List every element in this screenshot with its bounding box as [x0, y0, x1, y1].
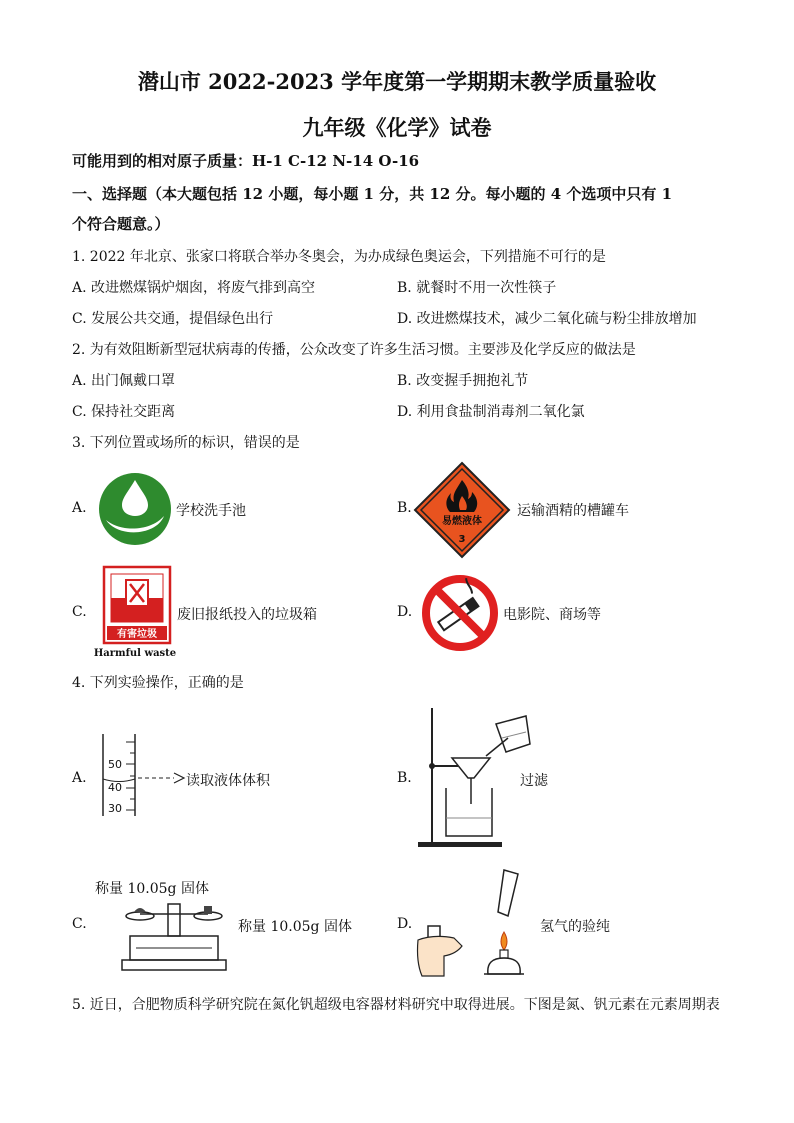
flammable-sign-label: 易燃液体: [442, 516, 482, 527]
question-4-option-a-text: 读取液体体积: [186, 773, 270, 789]
flammable-sign-class: 3: [458, 534, 466, 545]
question-3-option-b-text: 运输酒精的槽罐车: [517, 503, 629, 519]
harmful-sign-label: 有害垃圾: [117, 629, 157, 640]
question-2-option-c: C. 保持社交距离: [72, 404, 176, 420]
cylinder-tick-label: 50: [108, 758, 122, 771]
question-3-option-d-letter: D.: [397, 604, 413, 620]
question-3-stem: 3. 下列位置或场所的标识，错误的是: [72, 435, 300, 451]
question-4-option-d-text: 氢气的验纯: [540, 919, 610, 935]
question-3-option-d-text: 电影院、商场等: [503, 607, 601, 623]
question-1-option-d: D. 改进燃煤技术，减少二氧化硫与粉尘排放增加: [397, 311, 697, 327]
cylinder-tick-label: 40: [108, 781, 122, 794]
harmful-waste-sign-icon: [93, 566, 177, 659]
section-heading-line1: 一、选择题（本大题包括 12 小题，每小题 1 分，共 12 分。每小题的 4 个选项中只有 1: [72, 185, 673, 203]
question-4-option-a-letter: A.: [72, 770, 87, 786]
question-4-option-c-letter: C.: [72, 916, 87, 932]
question-4-option-b-text: 过滤: [520, 773, 548, 789]
no-smoking-sign-icon: [421, 574, 499, 652]
atomic-masses: 可能用到的相对原子质量：H-1 C-12 N-14 O-16: [72, 152, 420, 170]
question-4-option-c-top-label: 称量 10.05g 固体: [95, 881, 209, 897]
question-3-option-c-letter: C.: [72, 604, 87, 620]
question-4-option-c-text: 称量 10.05g 固体: [238, 919, 352, 935]
question-5-stem: 5. 近日，合肥物质科学研究院在氮化钒超级电容器材料研究中取得进展。下图是氮、钒元素在元素周期表: [72, 997, 720, 1013]
question-1-stem: 1. 2022 年北京、张家口将联合举办冬奥会，为办成绿色奥运会，下列措施不可行的是: [72, 249, 606, 265]
question-1-option-c: C. 发展公共交通，提倡绿色出行: [72, 311, 274, 327]
question-2-option-d: D. 利用食盐制消毒剂二氧化氯: [397, 404, 585, 420]
question-2-option-a: A. 出门佩戴口罩: [72, 373, 176, 389]
question-3-option-c-text: 废旧报纸投入的垃圾箱: [177, 607, 317, 623]
section-heading-line2: 个符合题意。）: [72, 215, 170, 233]
exam-title: 潜山市 2022-2023 学年度第一学期期末教学质量验收: [137, 69, 657, 94]
question-4-option-d-letter: D.: [397, 916, 413, 932]
eye-icon: [174, 773, 184, 783]
flammable-liquid-sign-icon: [414, 462, 510, 558]
question-2-stem: 2. 为有效阻断新型冠状病毒的传播，公众改变了许多生活习惯。主要涉及化学反应的做法是: [72, 342, 636, 358]
question-1-option-b: B. 就餐时不用一次性筷子: [397, 280, 557, 296]
harmful-sign-caption: Harmful waste: [93, 648, 177, 659]
hydrogen-purity-test-diagram: [414, 866, 538, 978]
question-3-option-a-text: 学校洗手池: [176, 503, 246, 519]
question-4-stem: 4. 下列实验操作，正确的是: [72, 675, 244, 691]
balance-scale-diagram: [118, 896, 230, 974]
water-saving-sign-icon: [98, 472, 172, 546]
question-4-option-b-letter: B.: [397, 770, 412, 786]
question-1-option-a: A. 改进燃煤锅炉烟囱，将废气排到高空: [72, 280, 316, 296]
cylinder-tick-label: 30: [108, 802, 122, 815]
graduated-cylinder-diagram: [100, 734, 190, 818]
question-2-option-b: B. 改变握手拥抱礼节: [397, 373, 529, 389]
question-3-option-b-letter: B.: [397, 500, 412, 516]
question-3-option-a-letter: A.: [72, 500, 87, 516]
exam-subtitle: 九年级《化学》试卷: [302, 115, 492, 140]
